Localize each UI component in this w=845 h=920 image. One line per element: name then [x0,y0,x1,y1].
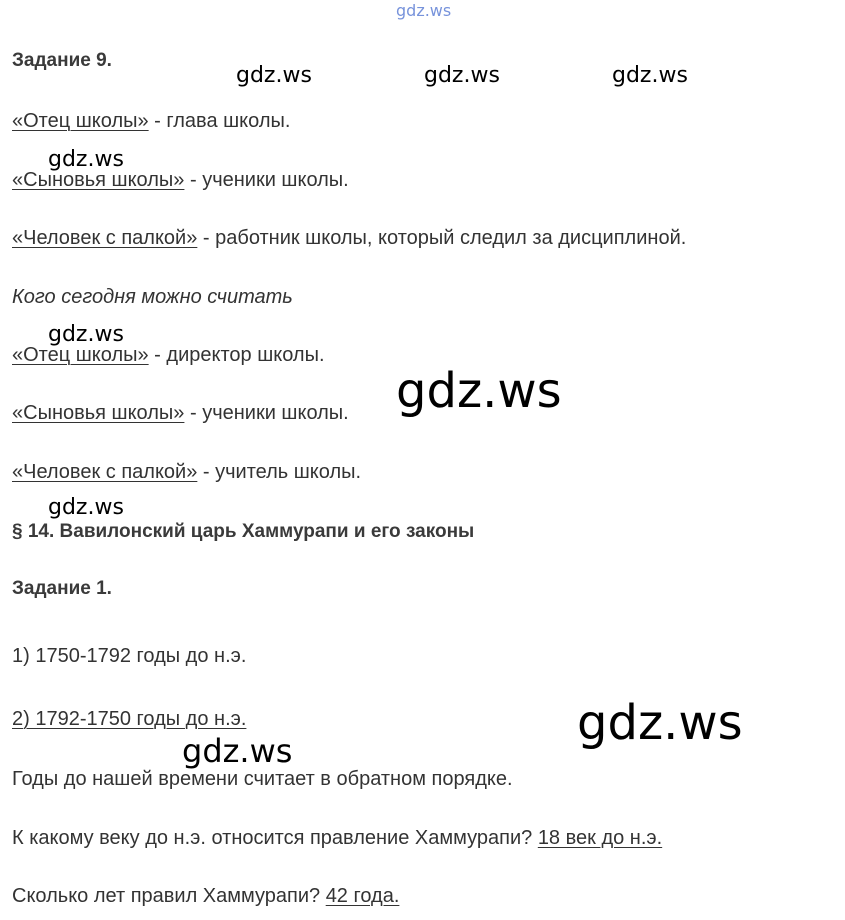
watermark: gdz.ws [48,495,124,520]
term: «Сыновья школы» [12,169,185,191]
watermark-large: gdz.ws [396,363,562,419]
term: «Сыновья школы» [12,402,185,424]
definition-line [12,226,686,250]
definition: - ученики школы. [184,169,349,191]
question: К какому веку до н.э. относится правление Хаммурапи? [12,827,538,849]
term: «Человек с палкой» [12,461,198,483]
question: Сколько лет правил Хаммурапи? [12,885,326,907]
answer: - ученики школы. [184,402,349,424]
watermark: gdz.ws [236,63,312,88]
answer: 42 года. [325,885,400,907]
term: «Отец школы» [12,344,149,366]
watermark: gdz.ws [48,147,124,172]
definition: - работник школы, который следил за дисциплиной. [197,227,687,249]
watermark-medium: gdz.ws [182,732,293,770]
answer: 18 век до н.э. [537,827,663,849]
definition-line [12,109,290,133]
task-title: Задание 1. [12,578,112,599]
option-2-selected: 2) 1792-1750 годы до н.э. [12,708,247,730]
definition-line [12,168,349,192]
definition: - глава школы. [148,110,291,132]
question-line [12,826,662,850]
task-title: Задание 9. [12,50,112,71]
watermark: gdz.ws [424,63,500,88]
answer-line [12,343,325,367]
watermark-top: gdz.ws [396,1,452,20]
term: «Человек с палкой» [12,227,198,249]
paragraph-title: § 14. Вавилонский царь Хаммурапи и его законы [12,521,475,542]
answer-line [12,460,361,484]
option-1: 1) 1750-1792 годы до н.э. [12,645,247,667]
watermark-large: gdz.ws [577,695,743,751]
answer: - учитель школы. [197,461,362,483]
explanation-text: Годы до нашей времени считает в обратном порядке. [12,768,513,790]
term: «Отец школы» [12,110,149,132]
question-line [12,884,399,908]
watermark: gdz.ws [612,63,688,88]
question-text: Кого сегодня можно считать [12,286,293,308]
answer: - директор школы. [148,344,325,366]
answer-line [12,401,349,425]
watermark: gdz.ws [48,322,124,347]
